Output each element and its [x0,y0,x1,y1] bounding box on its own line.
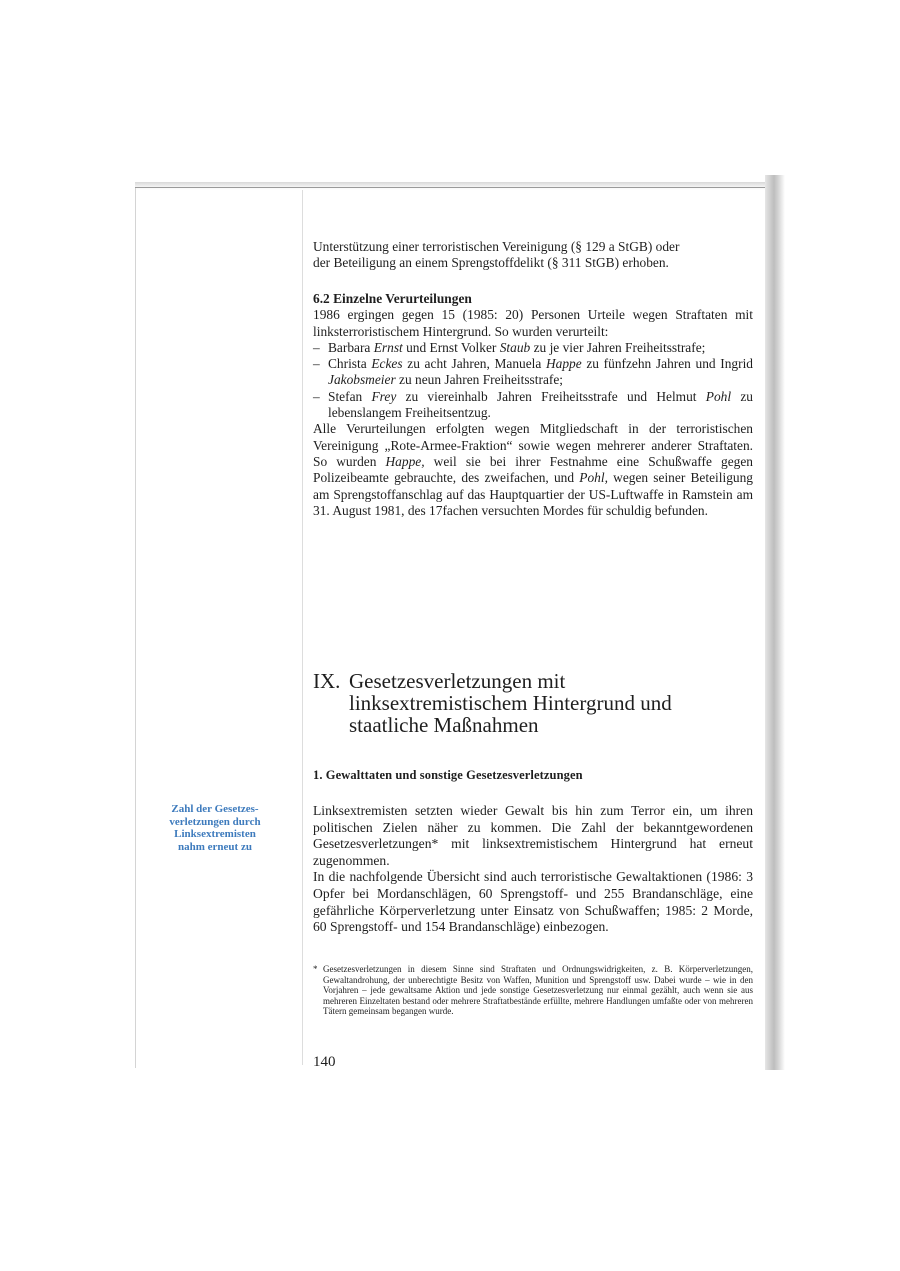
person-name: Happe, [385,453,425,469]
chapter-title-line: Gesetzesverletzungen mit [349,669,566,693]
person-name: Pohl [705,388,732,404]
verdict-list [313,340,753,421]
list-item: – Christa Eckes zu acht Jahren, Manuela Happe zu fünfzehn Jahren und Ingrid Jakobsmeier zu neun Jahren Freiheitsstrafe; [313,356,753,389]
chapter-number: IX. [313,669,341,693]
intro-line-2: der Beteiligung an einem Sprengstoffdelikt (§ 311 StGB) erhoben. [313,255,669,271]
person-name: Happe [546,356,582,372]
intro-line-1: Unterstützung einer terroristischen Vereinigung (§ 129 a StGB) oder [313,239,680,254]
person-name: Frey [371,388,397,404]
scan-right-edge [765,175,785,1070]
section-6-2 [313,291,753,519]
list-item: – Stefan Frey zu viereinhalb Jahren Freiheitsstrafe und Helmut Pohl zu lebenslangem Freiheitsentzug. [313,389,753,422]
section-6-2-intro: 1986 ergingen gegen 15 (1985: 20) Personen Urteile wegen Straftaten mit linksterroristischem Hintergrund. So wurden verurteilt: [313,307,753,339]
person-name: Pohl, [579,470,608,486]
section-1-paragraph-1: Linksextremisten setzten wieder Gewalt bis hin zum Terror ein, um ihren politischen Zielen näher zu kommen. Die Zahl der bekanntgewordenen Gesetzesverletzungen* mit linksextremistischem Hintergrund hat erneut zugenommen. [313,803,753,868]
intro-paragraph [313,239,753,272]
section-6-2-closing: Alle Verurteilungen erfolgten wegen Mitgliedschaft in der terroristischen Vereinigung „Rote-Armee-Fraktion“ sowie wegen mehrerer anderer Straftaten. So wurden Happe, weil sie bei ihrer Festnahme eine Schußwaffe gegen Polizeibeamte gebrauchte, des zweifachen, und Pohl, wegen seiner Beteiligung am Sprengstoffanschlag auf das Hauptquartier der US-Luftwaffe in Ramstein am 31. August 1981, des 17fachen versuchten Mordes für schuldig befunden. [313,421,753,518]
chapter-title-line: staatliche Maßnahmen [349,713,539,737]
page-number: 140 [313,1054,336,1070]
person-name: Ernst [373,339,403,355]
footnote-mark: * [313,964,318,974]
scan-top-edge [135,187,765,188]
margin-note-line: verletzungen durch [169,815,261,828]
section-1-paragraph-2: In die nachfolgende Übersicht sind auch terroristische Gewaltaktionen (1986: 3 Opfer bei Mordanschlägen, 60 Sprengstoff- und 255 Brandanschläge, eine gefährliche Körperverletzung unter Einsatz von Schußwaffen; 1985: 2 Morde, 60 Sprengstoff- und 154 Brandanschläge) einbezogen. [313,869,753,935]
person-name: Staub [499,339,531,355]
scan-left-edge [135,188,136,1068]
footnote-text: Gesetzesverletzungen in diesem Sinne sind Straftaten und Ordnungswidrigkeiten, z. B. Körperverletzungen, Gewaltandrohung, der unberechtigte Besitz von Waffen, Munition und Sprengstoff usw. Dabei wurde – wie in den Vorjahren – jede gewaltsame Aktion und jede sonstige Gesetzesverletzung nur einmal gezählt, auch wenn sie aus mehreren Einzeltaten bestand oder mehrere Straftatbestände erfüllte, mehrere Handlungen umfaßte oder von mehreren Tätern gemeinsam begangen wurde. [323,964,753,1017]
person-name: Eckes [371,356,403,372]
column-gutter-line [302,190,303,1065]
chapter-title-line: linksextremistischem Hintergrund und [349,691,672,715]
chapter-title [349,670,749,736]
scan-top-shadow [135,182,765,190]
section-6-2-heading: 6.2 Einzelne Verurteilungen [313,291,472,306]
margin-note-line: Zahl der Gesetzes- [171,803,259,815]
list-item: – Barbara Ernst und Ernst Volker Staub zu je vier Jahren Freiheitsstrafe; [313,340,753,356]
section-1-body [313,803,753,936]
person-name: Jakobsmeier [328,372,396,388]
margin-note-line: nahm erneut zu [178,840,252,853]
footnote [313,964,753,1017]
section-1-heading: 1. Gewalttaten und sonstige Gesetzesverletzungen [313,768,583,782]
margin-note-line: Linksextremisten [174,828,256,840]
margin-note [140,803,290,853]
